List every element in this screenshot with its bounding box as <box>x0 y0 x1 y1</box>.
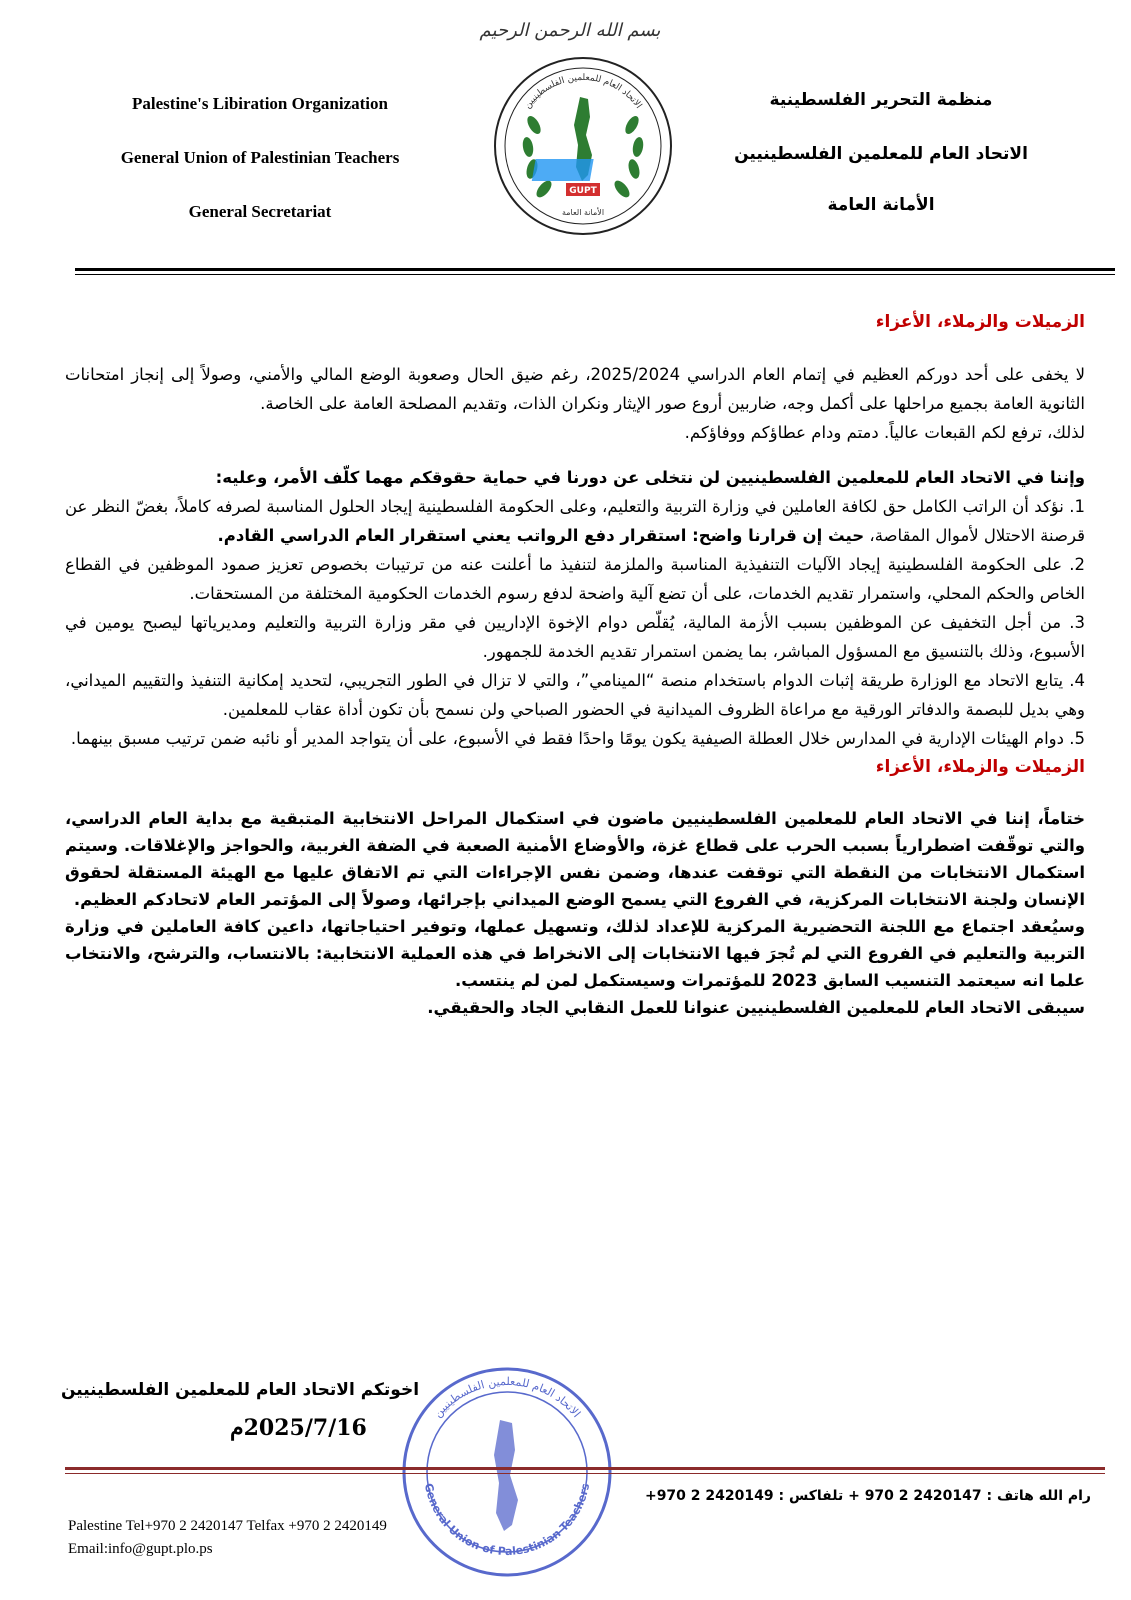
header-ar-organization: منظمة التحرير الفلسطينية <box>769 90 993 110</box>
letter-body <box>65 312 1085 1021</box>
header-en-secretariat: General Secretariat <box>188 202 332 221</box>
logo-ring-text: الاتحاد العام للمعلمين الفلسطينيين <box>522 72 644 111</box>
resolve-paragraph: وإننا في الاتحاد العام للمعلمين الفلسطينيين لن نتخلى عن دورنا في حماية حقوقكم مهما كلّف الأمر، وعليه: <box>215 468 1085 487</box>
footer-email: Email:info@gupt.plo.ps <box>68 1541 213 1557</box>
stamp-text-en: General Union of Palestinian Teachers <box>421 1482 593 1559</box>
book-icon <box>532 159 594 181</box>
footer-rule <box>65 1467 1105 1470</box>
item1-emphasis: حيث إن قرارنا واضح: استقرار دفع الرواتب يعني استقرار العام الدراسي القادم. <box>217 526 865 545</box>
greeting-heading-2: الزميلات والزملاء، الأعزاء <box>875 757 1085 777</box>
logo-badge: GUPT <box>569 186 597 196</box>
closing-line: سيبقى الاتحاد العام للمعلمين الفلسطينيين عنوانا للعمل النقابي الجاد والحقيقي. <box>427 998 1085 1017</box>
header-rule <box>75 268 1115 271</box>
gupt-logo <box>492 55 674 237</box>
header-rule-thin <box>75 274 1115 275</box>
list-item: 5. دوام الهيئات الإدارية في المدارس خلال العطلة الصيفية يكون يومًا واحدًا فقط في الأسبوع، على أن يتواجد المدير أو نائبه ضمن ترتيب مسبق بينهما. <box>70 729 1085 748</box>
footer-contact-ar: رام الله هاتف : 2420147 2 970 + تلفاكس : 2420149 2 970+ <box>644 1488 1091 1504</box>
header-ar-secretariat: الأمانة العامة <box>827 195 935 215</box>
greeting-heading: الزميلات والزملاء، الأعزاء <box>875 312 1085 332</box>
item1-text: 1. نؤكد أن الراتب الكامل حق لكافة العاملين في وزارة التربية والتعليم، وعلى الحكومة الفلسطينية إيجاد الحلول المناسبة لصرفه كاملاً، بغضّ النظر عن قرصنة الاحتلال لأموال المقاصة، <box>65 497 1085 545</box>
stamp-text-ar: الاتحاد العام للمعلمين الفلسطينيين <box>431 1374 584 1421</box>
footer-phone-en: Palestine Tel+970 2 2420147 Telfax +970 2 2420149 <box>68 1518 387 1534</box>
footer-rule-thin <box>65 1473 1105 1474</box>
list-item: 2. على الحكومة الفلسطينية إيجاد الآليات التنفيذية المناسبة والملزمة لتنفيذ ما أعلنت عنه من ترتيبات بخصوص تعزيز صمود الموظفين في القطاع الخاص والحكم المحلي، واستمرار تقديم الخدمات، على أن تضع آلية واضحة لدفع رسوم الخدمات الحكومية المختلفة من المستحقات. <box>65 555 1085 603</box>
list-item: 3. من أجل التخفيف عن الموظفين بسبب الأزمة المالية، يُقلّص دوام الإخوة الإداريين في مقر وزارة التربية والتعليم ومديرياتها ليصبح يومين في الأسبوع، وذلك بالتنسيق مع المسؤول المباشر، بما يضمن استمرار تقديم الخدمة للجمهور. <box>65 613 1085 661</box>
logo-bottom-text: الأمانة العامة <box>561 208 605 217</box>
basmala: بسم الله الرحمن الرحيم <box>479 20 661 41</box>
list-item: 4. يتابع الاتحاد مع الوزارة طريقة إثبات الدوام باستخدام منصة “المينامي”، والتي لا تزال في الطور التجريبي، لتحديد إمكانية التنفيذ والتقييم الميداني، وهي بديل للبصمة والدفاتر الورقية مع مراعاة الظروف الميدانية في الحضور الصباحي ولن نسمح بأن تكون أداة عقاب للمعلمين. <box>65 671 1085 719</box>
palestine-map-icon <box>494 1420 518 1531</box>
closing-paragraph-2: وسيُعقد اجتماع مع اللجنة التحضيرية المركزية للإعداد لذلك، وتسهيل عملها، وتوفير احتياجاتها، داعين كافة العاملين في وزارة التربية والتعليم في الفروع التي لم تُجرَ فيها الانتخابات إلى الانخراط في هذه العملية الانتخابية: بالانتساب، والترشح، والانتخاب علما انه سيعتمد التنسيب السابق 2023 للمؤتمرات وسيستكمل لمن لم ينتسب. <box>65 917 1085 990</box>
signature-sender: اخوتكم الاتحاد العام للمعلمين الفلسطينيين <box>60 1380 420 1400</box>
header-en-organization: Palestine's Libiration Organization <box>132 94 388 113</box>
header-ar-union: الاتحاد العام للمعلمين الفلسطينيين <box>734 144 1028 164</box>
thanks-line: لذلك، ترفع لكم القبعات عالياً. دمتم ودام عطاؤكم ووفاؤكم. <box>684 423 1085 442</box>
signature-date: 2025/7/16م <box>230 1415 367 1441</box>
header-en-union: General Union of Palestinian Teachers <box>120 148 400 167</box>
closing-paragraph: ختاماً، إننا في الاتحاد العام للمعلمين الفلسطينيين ماضون في استكمال المراحل الانتخابية المتبقية مع بداية العام الدراسي، والتي توقّفت اضطرارياً بسبب الحرب على قطاع غزة، والأوضاع الأمنية الصعبة في الضفة الغربية، والحواجز والإغلاقات. وسيتم استكمال الانتخابات من النقطة التي توقفت عندها، وضمن نفس الإجراءات التي تم الاتفاق عليها مع الهيئة المستقلة لحقوق الإنسان ولجنة الانتخابات المركزية، في الفروع التي يسمح الوضع الميداني بإجرائها، وصولاً إلى المؤتمر العام لاتحادكم العظيم. <box>65 809 1085 909</box>
list-item <box>65 492 1085 550</box>
intro-paragraph: لا يخفى على أحد دوركم العظيم في إتمام العام الدراسي 2025/2024، رغم ضيق الحال وصعوبة الوضع المالي والأمني، وصولاً إلى إنجاز امتحانات الثانوية العامة بجميع مراحلها على أكمل وجه، ضاربين أروع صور الإيثار ونكران الذات، وتقديم المصلحة العامة على الخاصة. <box>65 365 1085 413</box>
